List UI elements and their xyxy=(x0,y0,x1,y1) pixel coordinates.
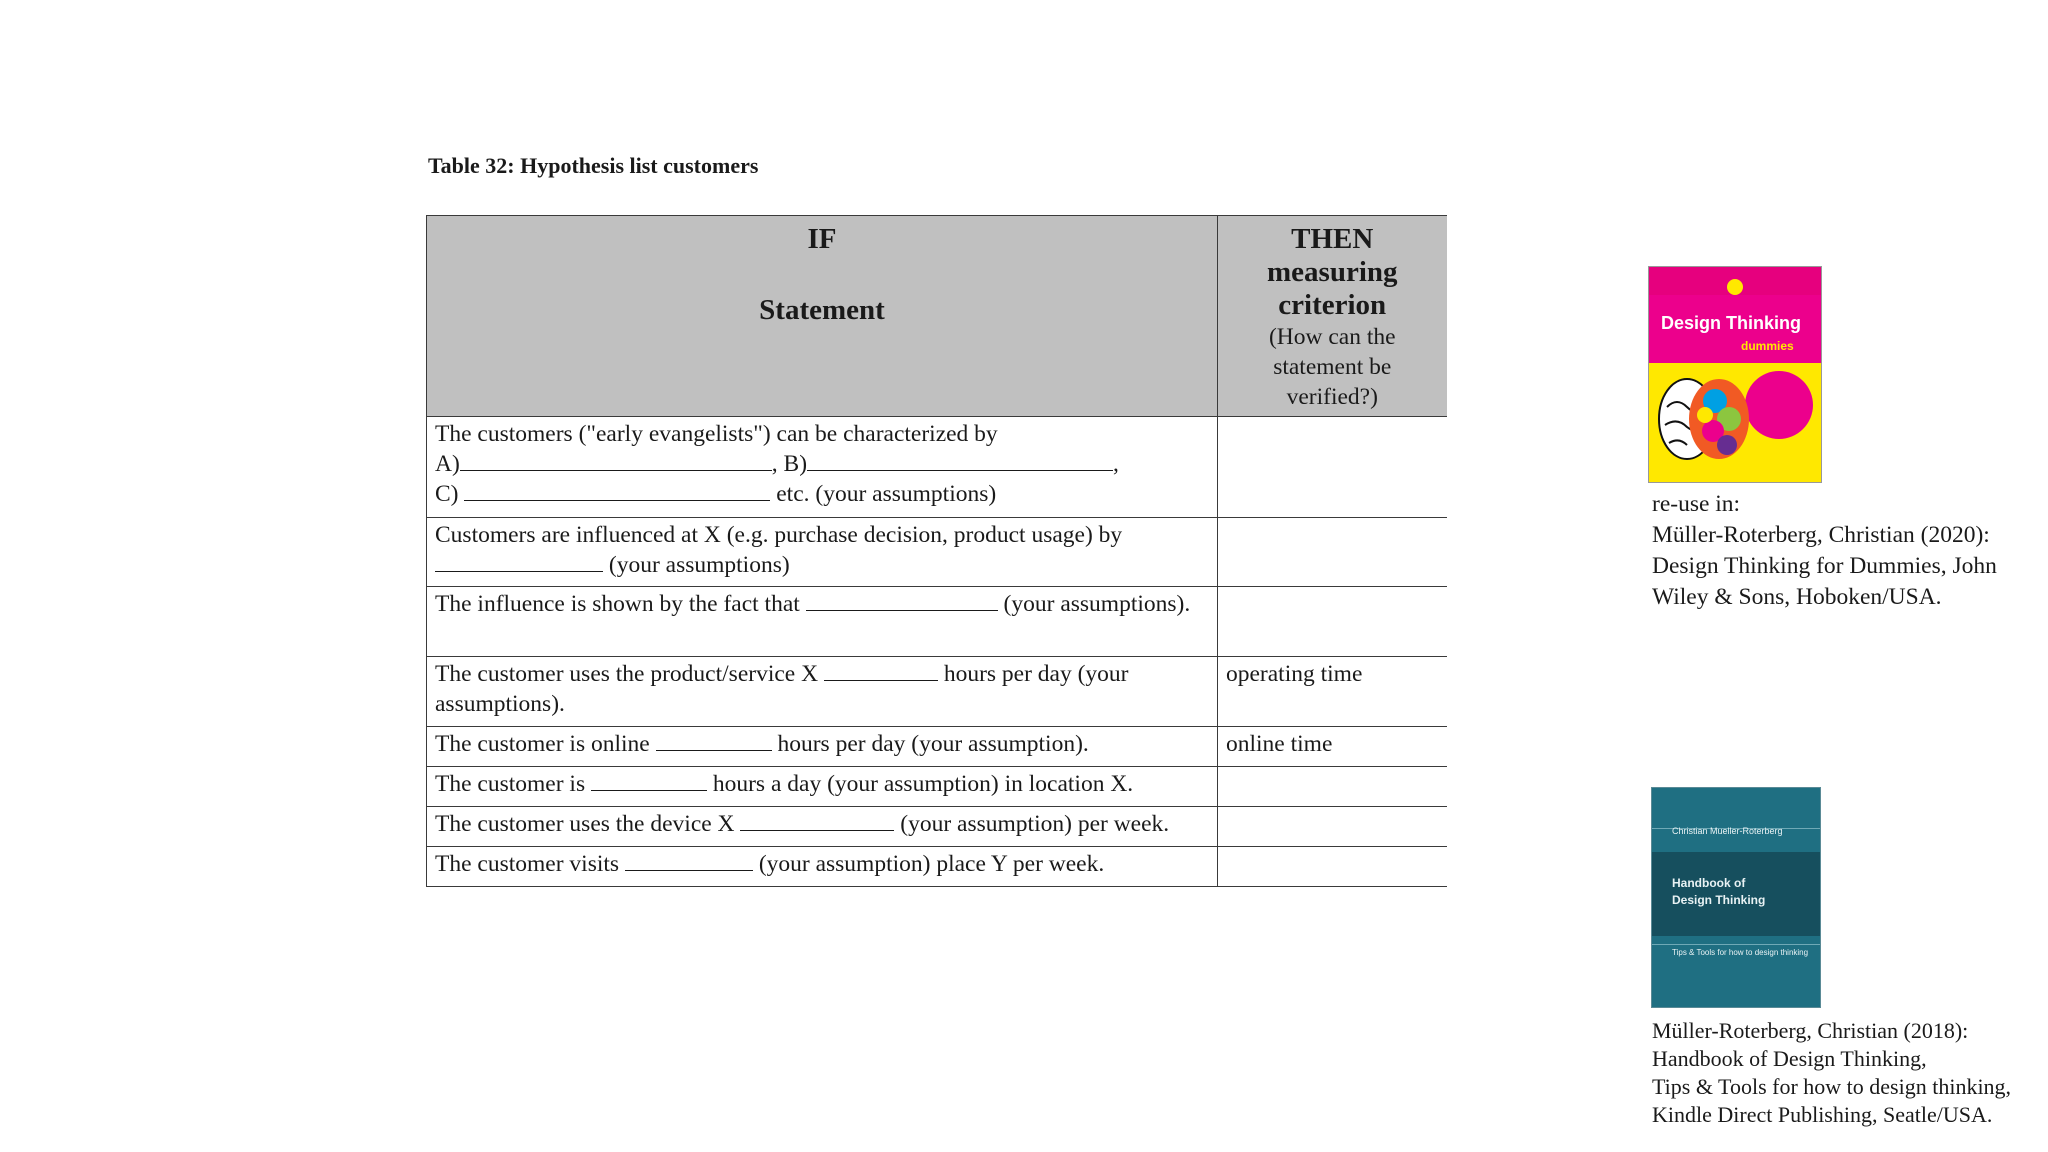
table-row xyxy=(427,417,1447,518)
statement-cell xyxy=(427,417,1218,518)
header-then-subtitle: (How can the statement be verified?) xyxy=(1268,324,1396,410)
blank-field xyxy=(435,551,603,572)
statement-text: (your assumption) place Y per week. xyxy=(752,851,1105,877)
statement-text: The customer is online xyxy=(435,731,656,757)
book-cover-handbook-design-thinking xyxy=(1651,787,1821,1008)
book1-reuse-label: re-use in: xyxy=(1652,491,1741,517)
statement-cell xyxy=(427,587,1218,657)
book1-citation-line: Wiley & Sons, Hoboken/USA. xyxy=(1652,584,1942,610)
table-caption: Table 32: Hypothesis list customers xyxy=(428,153,759,178)
cover-title-line2: Design Thinking xyxy=(1672,893,1766,907)
cover-subtitle: dummies xyxy=(1741,339,1794,353)
statement-text: hours per day (your assumptions). xyxy=(435,661,1135,717)
statement-text: , B) xyxy=(771,451,808,477)
statement-text: The customers ("early evangelists") can be characterized by xyxy=(435,421,998,447)
statement-cell xyxy=(427,518,1218,587)
brain-icon xyxy=(1657,367,1753,467)
table-row xyxy=(427,767,1447,807)
blank-field xyxy=(824,660,938,681)
header-then-cell xyxy=(1218,216,1447,417)
blank-field xyxy=(807,450,1113,471)
header-criterion: criterion xyxy=(1278,289,1387,321)
statement-text: Customers are influenced at X (e.g. purchase decision, product usage) by xyxy=(435,522,1123,548)
cover-title-line1: Handbook of xyxy=(1672,876,1746,890)
statement-text: etc. (your assumptions) xyxy=(770,481,997,507)
criterion-cell xyxy=(1218,587,1447,657)
statement-cell xyxy=(427,847,1218,887)
statement-cell xyxy=(427,727,1218,767)
statement-text: A) xyxy=(435,451,460,477)
blank-field xyxy=(656,730,772,751)
blank-field xyxy=(591,770,707,791)
statement-text: hours a day (your assumption) in location X. xyxy=(706,771,1134,797)
statement-text: , xyxy=(1113,451,1119,477)
table-row xyxy=(427,657,1447,727)
statement-text: (your assumptions) xyxy=(603,552,790,578)
book2-citation-line: Kindle Direct Publishing, Seatle/USA. xyxy=(1652,1102,1993,1127)
blank-field xyxy=(806,590,998,611)
criterion-cell xyxy=(1218,767,1447,807)
criterion-cell xyxy=(1218,807,1447,847)
table-header-row xyxy=(427,216,1447,417)
hypothesis-table xyxy=(426,215,1447,887)
header-if-cell xyxy=(427,216,1218,417)
header-statement: Statement xyxy=(759,294,885,326)
criterion-cell: online time xyxy=(1218,727,1447,767)
statement-text: The customer uses the device X xyxy=(435,811,741,837)
statement-text: The customer visits xyxy=(435,851,625,877)
book2-citation-line: Tips & Tools for how to design thinking, xyxy=(1652,1074,2012,1099)
table-row xyxy=(427,807,1447,847)
blank-field xyxy=(460,450,772,471)
table-row xyxy=(427,727,1447,767)
criterion-cell xyxy=(1218,518,1447,587)
book1-citation-line: Design Thinking for Dummies, John xyxy=(1652,553,1997,579)
blank-field xyxy=(740,810,894,831)
blank-field xyxy=(625,850,753,871)
header-then: THEN xyxy=(1291,223,1374,255)
criterion-cell xyxy=(1218,417,1447,518)
statement-text: The customer uses the product/service X xyxy=(435,661,824,687)
book1-citation-line: Müller-Roterberg, Christian (2020): xyxy=(1652,522,1990,548)
statement-text: C) xyxy=(435,481,465,507)
cover-author: Christian Mueller-Roterberg xyxy=(1672,826,1783,836)
table-row xyxy=(427,587,1447,657)
statement-cell xyxy=(427,657,1218,727)
statement-cell xyxy=(427,767,1218,807)
header-measuring: measuring xyxy=(1267,256,1398,288)
book2-citation-line: Müller-Roterberg, Christian (2018): xyxy=(1652,1018,1969,1043)
header-if: IF xyxy=(807,223,837,255)
book-cover-design-thinking-dummies xyxy=(1648,266,1822,483)
statement-text: (your assumptions). xyxy=(997,591,1191,617)
dummies-logo-icon xyxy=(1727,279,1743,295)
book2-citation-line: Handbook of Design Thinking, xyxy=(1652,1046,1927,1071)
statement-text: The influence is shown by the fact that xyxy=(435,591,806,617)
cover-subtitle: Tips & Tools for how to design thinking xyxy=(1672,948,1809,957)
statement-text: (your assumption) per week. xyxy=(894,811,1170,837)
cover-title: Design Thinking xyxy=(1661,313,1802,333)
criterion-cell: operating time xyxy=(1218,657,1447,727)
statement-text: The customer is xyxy=(435,771,591,797)
table-row xyxy=(427,518,1447,587)
criterion-cell xyxy=(1218,847,1447,887)
table-row xyxy=(427,847,1447,887)
statement-text: hours per day (your assumption). xyxy=(771,731,1089,757)
blank-field xyxy=(464,480,770,501)
statement-cell xyxy=(427,807,1218,847)
